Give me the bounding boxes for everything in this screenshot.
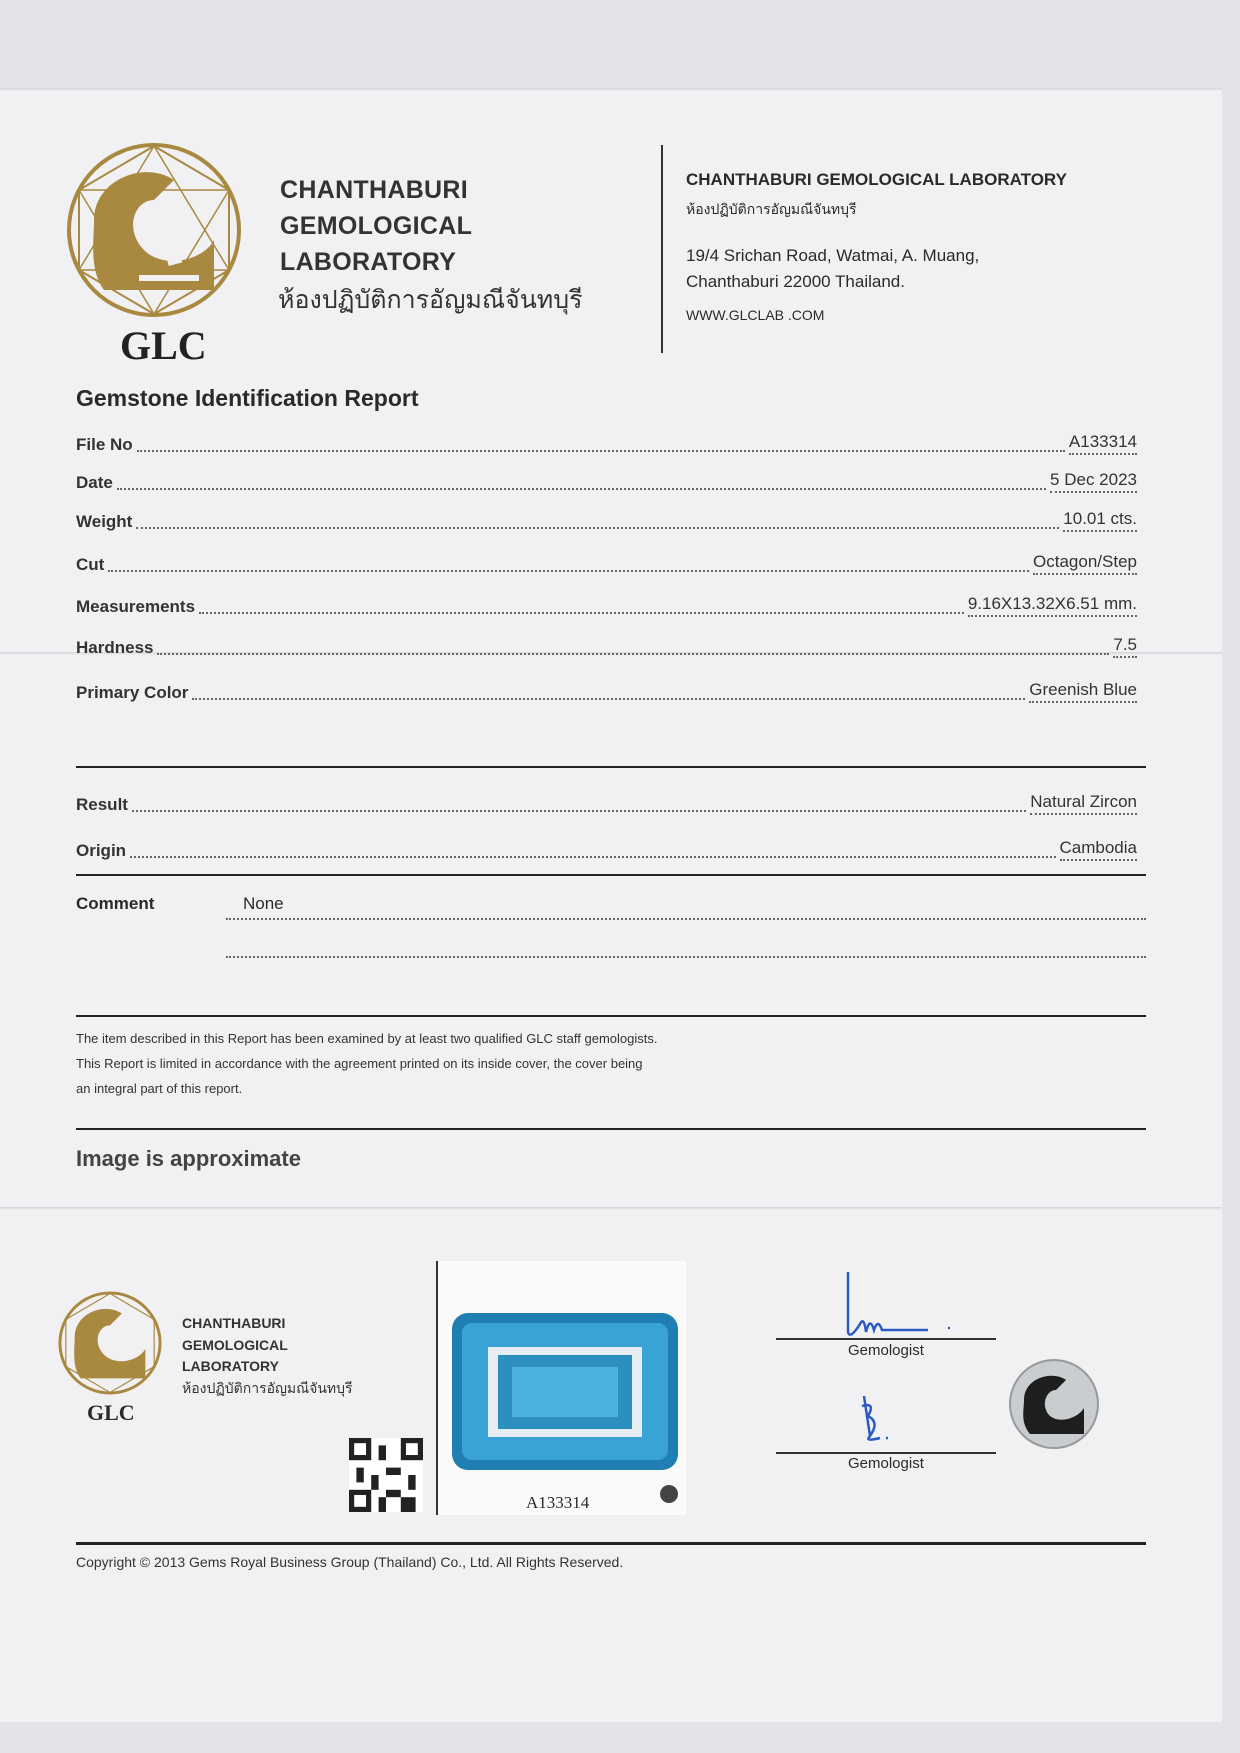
result-label: Result	[76, 795, 128, 814]
field-row-date	[76, 470, 1137, 493]
website: WWW.GLCLAB .COM	[686, 307, 825, 323]
disclaimer-line: The item described in this Report has been examined by at least two qualified GLC staff gemologists.	[76, 1031, 658, 1046]
footer-logo-text: GLC	[87, 1400, 135, 1425]
divider	[76, 766, 1146, 768]
origin-row	[76, 838, 1137, 861]
report-title: Gemstone Identification Report	[76, 385, 419, 411]
signature-1-icon	[840, 1262, 960, 1338]
comment-line	[226, 918, 1146, 920]
fold-line	[0, 1207, 1222, 1211]
signature-line	[776, 1452, 996, 1454]
address-line-1: 19/4 Srichan Road, Watmai, A. Muang,	[686, 246, 980, 265]
glc-mini-logo-icon	[660, 1485, 678, 1503]
field-label: Primary Color	[76, 683, 189, 702]
field-value: 10.01 cts.	[1063, 509, 1137, 532]
field-value: 5 Dec 2023	[1050, 470, 1137, 493]
footer-lab-name: LABORATORY	[182, 1358, 279, 1374]
header-divider	[661, 145, 663, 353]
image-note: Image is approximate	[76, 1146, 301, 1171]
field-label: Hardness	[76, 638, 154, 657]
lab-name-line: GEMOLOGICAL	[280, 212, 473, 240]
lab-name-thai: ห้องปฏิบัติการอัญมณีจันทบุรี	[278, 286, 583, 314]
gem-photo-card	[436, 1261, 686, 1515]
fold-line	[0, 88, 1222, 92]
field-value: 7.5	[1113, 635, 1137, 658]
field-value: Greenish Blue	[1029, 680, 1137, 703]
field-label: Cut	[76, 555, 105, 574]
lab-name-line: CHANTHABURI	[280, 176, 469, 204]
field-row-weight	[76, 509, 1137, 532]
lab-name-line: LABORATORY	[280, 248, 457, 276]
field-row-hardness	[76, 635, 1137, 658]
field-value: 9.16X13.32X6.51 mm.	[968, 594, 1137, 617]
field-value: Octagon/Step	[1033, 552, 1137, 575]
footer-lab-name: GEMOLOGICAL	[182, 1337, 288, 1353]
field-label: File No	[76, 435, 133, 454]
field-row-cut	[76, 552, 1137, 575]
gemologist-label-1: Gemologist	[848, 1342, 924, 1359]
field-row-primary-color	[76, 680, 1137, 703]
result-row	[76, 792, 1137, 815]
gem-image	[452, 1313, 678, 1470]
origin-label: Origin	[76, 841, 127, 860]
field-label: Weight	[76, 512, 133, 531]
signature-line	[776, 1338, 996, 1340]
lab-thai-right: ห้องปฏิบัติการอัญมณีจันทบุรี	[686, 201, 857, 217]
lab-name-right: CHANTHABURI GEMOLOGICAL LABORATORY	[686, 170, 1067, 189]
field-row-file-no	[76, 432, 1137, 455]
footer-lab-thai: ห้องปฏิบัติการอัญมณีจันทบุรี	[182, 1380, 353, 1396]
result-value: Natural Zircon	[1030, 792, 1137, 815]
divider	[76, 1542, 1146, 1545]
glc-logo-small-icon	[57, 1290, 163, 1396]
field-row-measurements	[76, 594, 1137, 617]
field-label: Measurements	[76, 597, 196, 616]
glc-logo-icon	[64, 140, 244, 320]
divider	[76, 1128, 1146, 1130]
gemologist-label-2: Gemologist	[848, 1455, 924, 1472]
footer-lab-name: CHANTHABURI	[182, 1315, 286, 1331]
photo-id: A133314	[526, 1493, 590, 1512]
comment-label: Comment	[76, 894, 155, 913]
signature-2-icon	[850, 1392, 910, 1452]
field-label: Date	[76, 473, 113, 492]
divider	[76, 1015, 1146, 1017]
field-value: A133314	[1069, 432, 1137, 455]
copyright: Copyright © 2013 Gems Royal Business Group (Thailand) Co., Ltd. All Rights Reserved.	[76, 1554, 624, 1570]
origin-value: Cambodia	[1060, 838, 1138, 861]
comment-line	[226, 956, 1146, 958]
hologram-seal-icon	[1008, 1358, 1100, 1450]
logo-text: GLC	[120, 323, 207, 368]
qr-code-icon	[349, 1438, 423, 1512]
comment-value: None	[243, 894, 284, 913]
address-line-2: Chanthaburi 22000 Thailand.	[686, 272, 905, 291]
disclaimer-line: This Report is limited in accordance with the agreement printed on its inside cover, the cover being	[76, 1056, 643, 1071]
divider	[76, 874, 1146, 876]
disclaimer-line: an integral part of this report.	[76, 1081, 243, 1096]
